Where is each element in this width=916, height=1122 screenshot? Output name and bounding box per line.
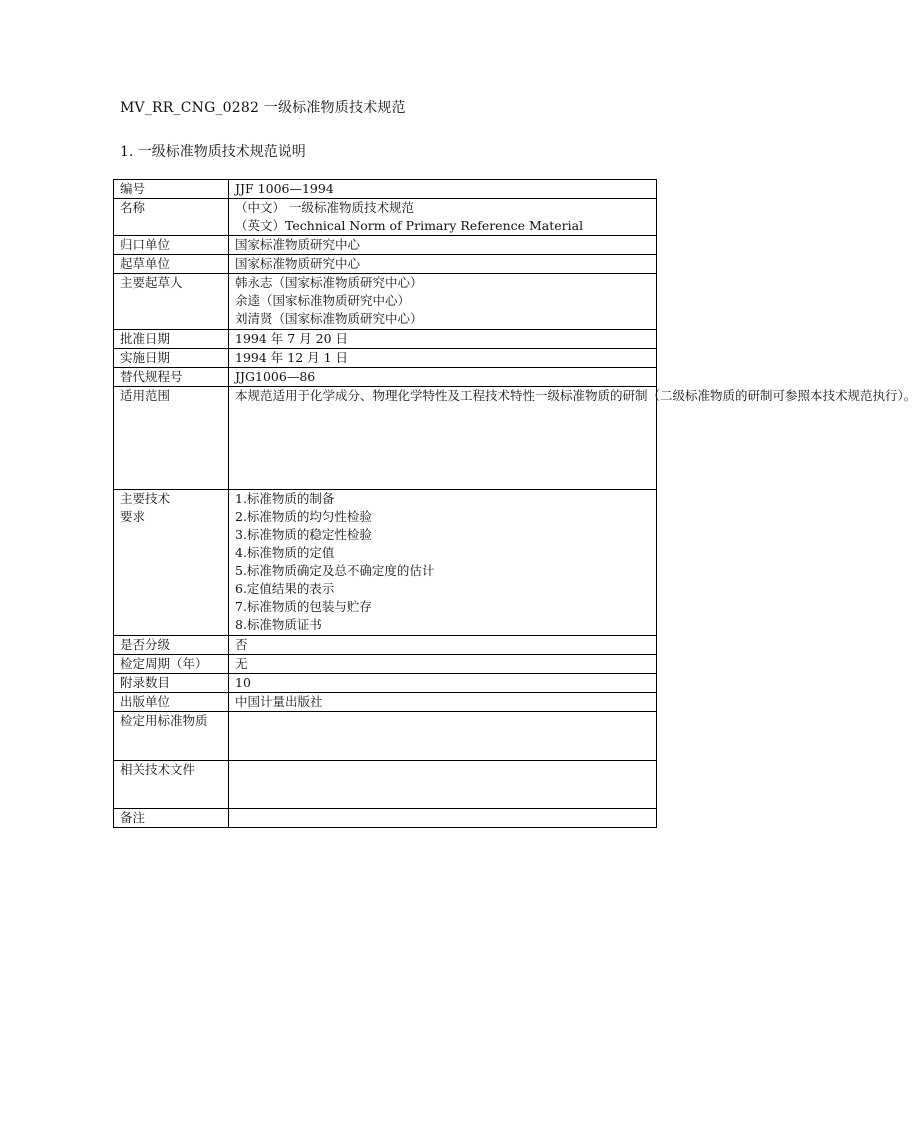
drafters-value	[229, 274, 657, 330]
name-chinese: （中文） 一级标准物质技术规范	[235, 200, 414, 215]
remarks-value	[229, 809, 657, 828]
requirement-item: 7.标准物质的包装与贮存	[235, 599, 372, 614]
graded-label: 是否分级	[114, 636, 229, 655]
drafter-item: 韩永志（国家标准物质研究中心）	[235, 275, 423, 290]
number-label: 编号	[114, 180, 229, 199]
requirements-label-line: 主要技术	[120, 491, 171, 506]
requirements-value	[229, 490, 657, 636]
table-row-graded	[114, 636, 657, 655]
drafter-item: 刘清贤（国家标准物质研究中心）	[235, 311, 423, 326]
table-row-number	[114, 180, 657, 199]
requirements-label	[114, 490, 229, 636]
related-docs-value	[229, 761, 657, 809]
table-row-publisher	[114, 693, 657, 712]
table-row-name	[114, 199, 657, 236]
spec-table	[113, 179, 916, 828]
table-row-approval-date	[114, 330, 657, 349]
replaced-code-value: JJG1006—86	[229, 368, 657, 387]
scope-label: 适用范围	[114, 387, 229, 490]
table-row-related-docs	[114, 761, 657, 809]
drafter-item: 余逵（国家标准物质研究中心）	[235, 293, 411, 308]
scope-value: 本规范适用于化学成分、物理化学特性及工程技术特性一级标准物质的研制（二级标准物质的研制可参照本技术规范执行）。	[229, 387, 657, 490]
requirement-item: 8.标准物质证书	[235, 617, 322, 632]
name-label: 名称	[114, 199, 229, 236]
requirements-label-line: 要求	[120, 509, 146, 524]
drafters-label: 主要起草人	[114, 274, 229, 330]
replaced-code-label: 替代规程号	[114, 368, 229, 387]
approval-date-label: 批准日期	[114, 330, 229, 349]
table-row-effective-date	[114, 349, 657, 368]
table-row-appendix-count	[114, 674, 657, 693]
name-english: （英文）Technical Norm of Primary Reference Material	[235, 218, 584, 233]
table-row-calibration-materials	[114, 712, 657, 761]
table-row-scope	[114, 387, 657, 490]
appendix-count-value: 10	[229, 674, 657, 693]
table-row-replaced-code	[114, 368, 657, 387]
publisher-value: 中国计量出版社	[229, 693, 657, 712]
requirement-item: 6.定值结果的表示	[235, 581, 335, 596]
requirement-item: 2.标准物质的均匀性检验	[235, 509, 372, 524]
number-value: JJF 1006—1994	[229, 180, 657, 199]
requirement-item: 3.标准物质的稳定性检验	[235, 527, 372, 542]
appendix-count-label: 附录数目	[114, 674, 229, 693]
graded-value: 否	[229, 636, 657, 655]
document-title: MV_RR_CNG_0282 一级标准物质技术规范	[120, 100, 406, 116]
requirement-item: 4.标准物质的定值	[235, 545, 335, 560]
approval-date-value: 1994 年 7 月 20 日	[229, 330, 657, 349]
publisher-label: 出版单位	[114, 693, 229, 712]
requirement-item: 1.标准物质的制备	[235, 491, 335, 506]
section-heading: 1. 一级标准物质技术规范说明	[120, 144, 306, 160]
related-docs-label: 相关技术文件	[114, 761, 229, 809]
remarks-label: 备注	[114, 809, 229, 828]
table-row-calibration-period	[114, 655, 657, 674]
table-row-drafting-unit	[114, 255, 657, 274]
drafting-unit-value: 国家标准物质研究中心	[229, 255, 657, 274]
table-row-requirements	[114, 490, 657, 636]
table-row-remarks	[114, 809, 657, 828]
calibration-materials-value	[229, 712, 657, 761]
table-row-drafters	[114, 274, 657, 330]
responsible-unit-value: 国家标准物质研究中心	[229, 236, 657, 255]
name-value	[229, 199, 657, 236]
calibration-period-value: 无	[229, 655, 657, 674]
effective-date-label: 实施日期	[114, 349, 229, 368]
calibration-period-label: 检定周期（年）	[114, 655, 229, 674]
drafting-unit-label: 起草单位	[114, 255, 229, 274]
calibration-materials-label: 检定用标准物质	[114, 712, 229, 761]
responsible-unit-label: 归口单位	[114, 236, 229, 255]
requirement-item: 5.标准物质确定及总不确定度的估计	[235, 563, 435, 578]
effective-date-value: 1994 年 12 月 1 日	[229, 349, 657, 368]
table-row-responsible-unit	[114, 236, 657, 255]
